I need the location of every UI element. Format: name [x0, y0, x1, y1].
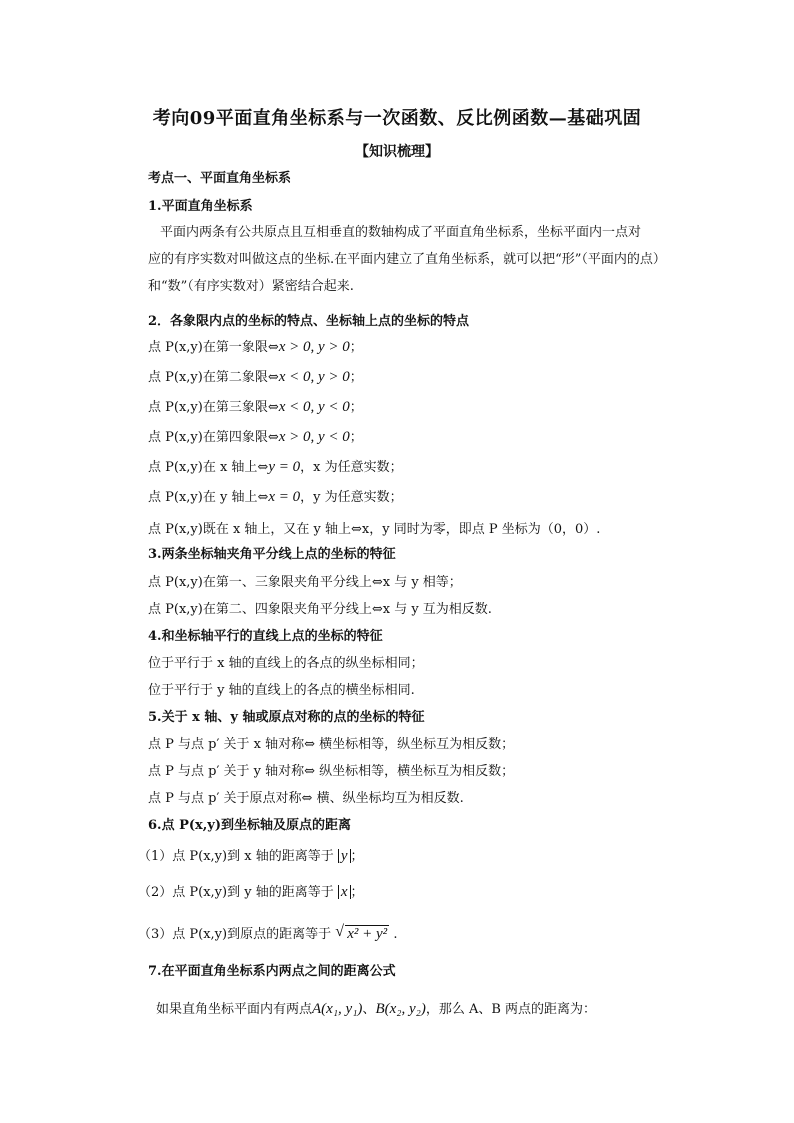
quadrant-3-line: [148, 398, 363, 417]
page-title: 考向09平面直角坐标系与一次函数、反比例函数—基础巩固: [152, 108, 642, 129]
subsection-heading-7: 7.在平面直角坐标系内两点之间的距离公式: [148, 964, 396, 979]
line-end: ；: [349, 400, 363, 415]
line-text: 点 P(x,y)在第二象限⇔: [148, 370, 279, 385]
line-end: ，y 为任意实数；: [300, 490, 403, 505]
line-text: 点 P(x,y)在 y 轴上⇔: [148, 490, 269, 505]
radical-sign-icon: √: [335, 923, 345, 940]
paragraph-line: 点 P 与点 p′ 关于原点对称⇔ 横、纵坐标均互为相反数.: [148, 791, 464, 806]
math-condition: x > 0, y > 0: [278, 339, 350, 355]
square-root: [335, 925, 389, 943]
math-condition: x < 0, y < 0: [278, 399, 350, 415]
paragraph-line: 点 P 与点 p′ 关于 x 轴对称⇔ 横坐标相等，纵坐标互为相反数；: [148, 737, 515, 752]
line-end: ；: [349, 370, 363, 385]
distance-y-axis-line: [138, 884, 364, 902]
radicand: x² + y²: [347, 926, 388, 942]
math-condition: x = 0: [268, 489, 301, 505]
line-end: ，x 为任意实数；: [300, 460, 403, 475]
math-condition: y = 0: [268, 459, 301, 475]
absolute-value: x: [338, 885, 351, 899]
topic-heading: 考点一、平面直角坐标系: [148, 171, 292, 186]
line-text: 点 P(x,y)在第一象限⇔: [148, 340, 279, 355]
math-condition: x > 0, y < 0: [278, 429, 350, 445]
paragraph-line: 点 P(x,y)在第二、四象限夹角平分线上⇔x 与 y 互为相反数.: [148, 602, 492, 617]
quadrant-4-line: [148, 428, 363, 447]
distance-x-axis-line: [138, 848, 364, 866]
line-text: （3）点 P(x,y)到原点的距离等于: [138, 927, 332, 942]
line-text: 点 P(x,y)在第四象限⇔: [148, 430, 279, 445]
line-text: 如果直角坐标平面内有两点: [156, 1002, 313, 1017]
paragraph-line: 位于平行于 x 轴的直线上的各点的纵坐标相同；: [148, 656, 424, 671]
paragraph-line: 点 P 与点 p′ 关于 y 轴对称⇔ 纵坐标相等，横坐标互为相反数；: [148, 764, 515, 779]
line-end: .: [393, 927, 398, 942]
y-axis-line: [148, 488, 403, 507]
line-text: 点 P(x,y)在第三象限⇔: [148, 400, 279, 415]
quadrant-2-line: [148, 368, 363, 387]
quadrant-1-line: [148, 338, 363, 357]
subsection-heading-5: 5.关于 x 轴、y 轴或原点对称的点的坐标的特征: [148, 710, 425, 725]
paragraph-line: 位于平行于 y 轴的直线上的各点的横坐标相同.: [148, 683, 415, 698]
distance-formula-intro: [156, 1000, 596, 1019]
paragraph-line: 应的有序实数对叫做这点的坐标.在平面内建立了直角坐标系，就可以把“形”（平面内的点）: [148, 252, 666, 267]
separator: 、: [362, 1002, 376, 1017]
subsection-heading-4: 4.和坐标轴平行的直线上点的坐标的特征: [148, 629, 383, 644]
absolute-value: y: [338, 849, 351, 863]
subsection-heading-6: 6.点 P(x,y)到坐标轴及原点的距离: [148, 818, 352, 833]
line-end: ；: [350, 849, 364, 864]
line-text: （2）点 P(x,y)到 y 轴的距离等于: [138, 885, 334, 900]
line-end: ；: [349, 430, 363, 445]
x-axis-line: [148, 458, 403, 477]
line-text: （1）点 P(x,y)到 x 轴的距离等于: [138, 849, 334, 864]
section-subtitle: 【知识梳理】: [355, 144, 439, 160]
subsection-heading-3: 3.两条坐标轴夹角平分线上点的坐标的特征: [148, 547, 396, 562]
origin-line: 点 P(x,y)既在 x 轴上，又在 y 轴上⇔x，y 同时为零，即点 P 坐标为（0，0）.: [148, 522, 601, 537]
math-condition: x < 0, y > 0: [278, 369, 350, 385]
point-a: A(x₁, y₁): [312, 1001, 363, 1017]
line-text: 点 P(x,y)在 x 轴上⇔: [148, 460, 269, 475]
point-b: B(x₂, y₂): [375, 1001, 426, 1017]
paragraph-line: 点 P(x,y)在第一、三象限夹角平分线上⇔x 与 y 相等；: [148, 575, 462, 590]
paragraph-line: 平面内两条有公共原点且互相垂直的数轴构成了平面直角坐标系，坐标平面内一点对: [160, 225, 642, 240]
distance-origin-line: [138, 925, 397, 944]
line-end: ；: [349, 340, 363, 355]
subsection-heading-1: 1.平面直角坐标系: [148, 199, 253, 214]
paragraph-line: 和“数”（有序实数对）紧密结合起来.: [148, 279, 354, 294]
line-end: ；: [350, 885, 364, 900]
line-end: ，那么 A、B 两点的距离为：: [425, 1002, 597, 1017]
subsection-heading-2: 2．各象限内点的坐标的特点、坐标轴上点的坐标的特点: [148, 314, 470, 329]
